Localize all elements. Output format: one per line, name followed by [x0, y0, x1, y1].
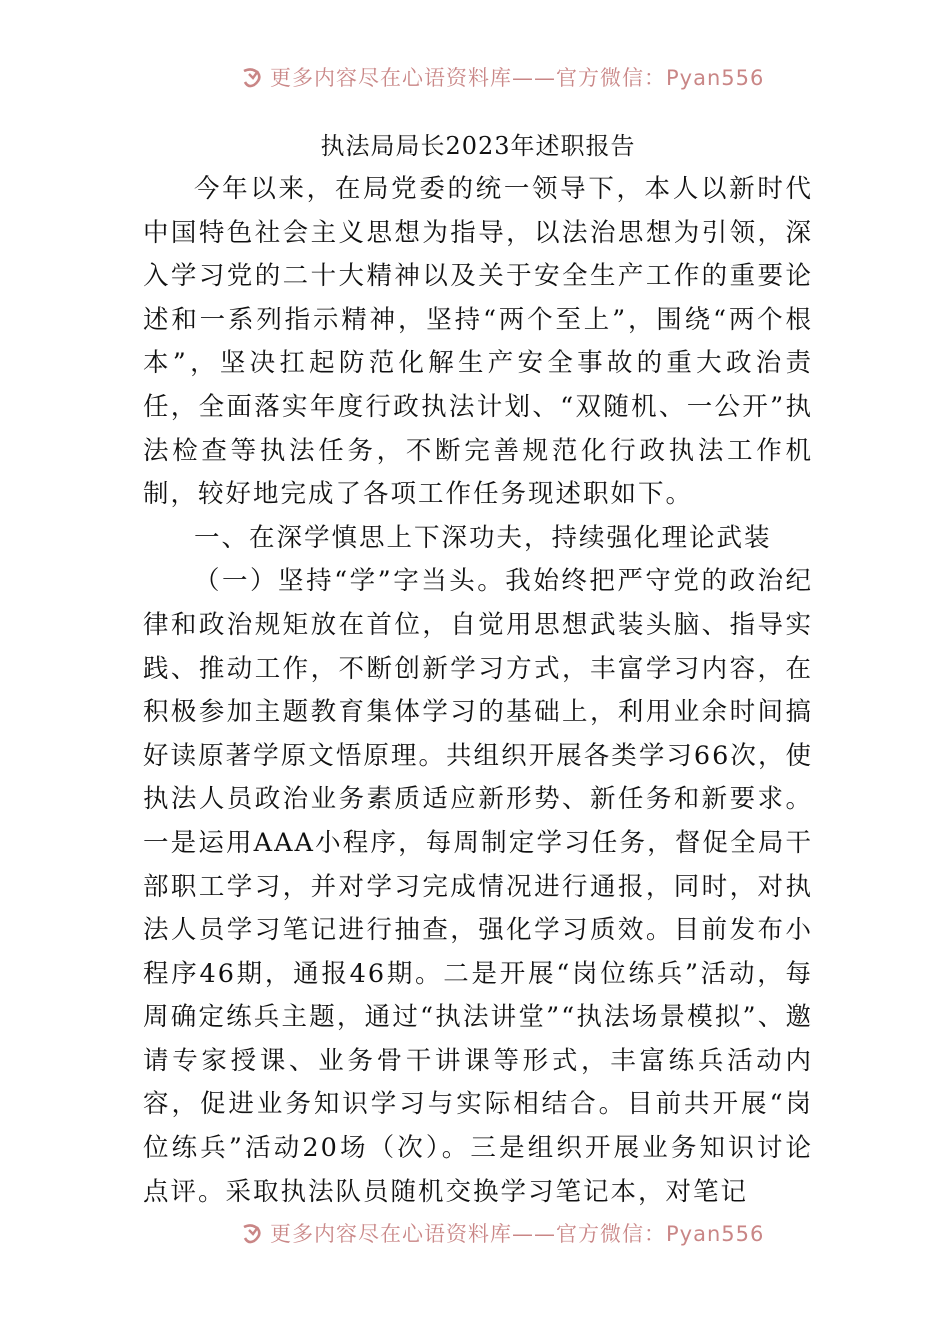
document-body — [143, 124, 813, 1214]
section-heading: 一、在深学慎思上下深功夫，持续强化理论武装 — [194, 522, 772, 553]
paragraph-intro: 今年以来，在局党委的统一领导下，本人以新时代中国特色社会主义思想为指导，以法治思想为引领，深入学习党的二十大精神以及关于安全生产工作的重要论述和一系列指示精神，坚持“两个至上”，围绕“两个根本”，坚决扛起防范化解生产安全事故的重大政治责任，全面落实年度行政执法计划、“双随机、一公开”执法检查等执法任务，不断完善规范化行政执法工作机制，较好地完成了各项工作任务现述职如下。 — [143, 174, 813, 510]
document-title: 执法局局长2023年述职报告 — [320, 132, 636, 160]
logo-icon — [240, 1221, 264, 1245]
watermark-text: 更多内容尽在心语资料库——官方微信：Pyan556 — [270, 66, 765, 90]
watermark-text: 更多内容尽在心语资料库——官方微信：Pyan556 — [270, 1222, 765, 1246]
logo-icon — [240, 65, 264, 89]
footer-watermark — [0, 1208, 950, 1248]
header-watermark — [0, 52, 950, 92]
paragraph-study: （一）坚持“学”字当头。我始终把严守党的政治纪律和政治规矩放在首位，自觉用思想武装头脑、指导实践、推动工作，不断创新学习方式，丰富学习内容，在积极参加主题教育集体学习的基础上，利用业余时间搞好读原著学原文悟原理。共组织开展各类学习66次，使执法人员政治业务素质适应新形势、新任务和新要求。一是运用AAA小程序，每周制定学习任务，督促全局干部职工学习，并对学习完成情况进行通报，同时，对执法人员学习笔记进行抽查，强化学习质效。目前发布小程序46期，通报46期。二是开展“岗位练兵”活动，每周确定练兵主题，通过“执法讲堂”“执法场景模拟”、邀请专家授课、业务骨干讲课等形式，丰富练兵活动内容，促进业务知识学习与实际相结合。目前共开展“岗位练兵”活动20场（次）。三是组织开展业务知识讨论点评。采取执法队员随机交换学习笔记本，对笔记 — [143, 566, 813, 1207]
